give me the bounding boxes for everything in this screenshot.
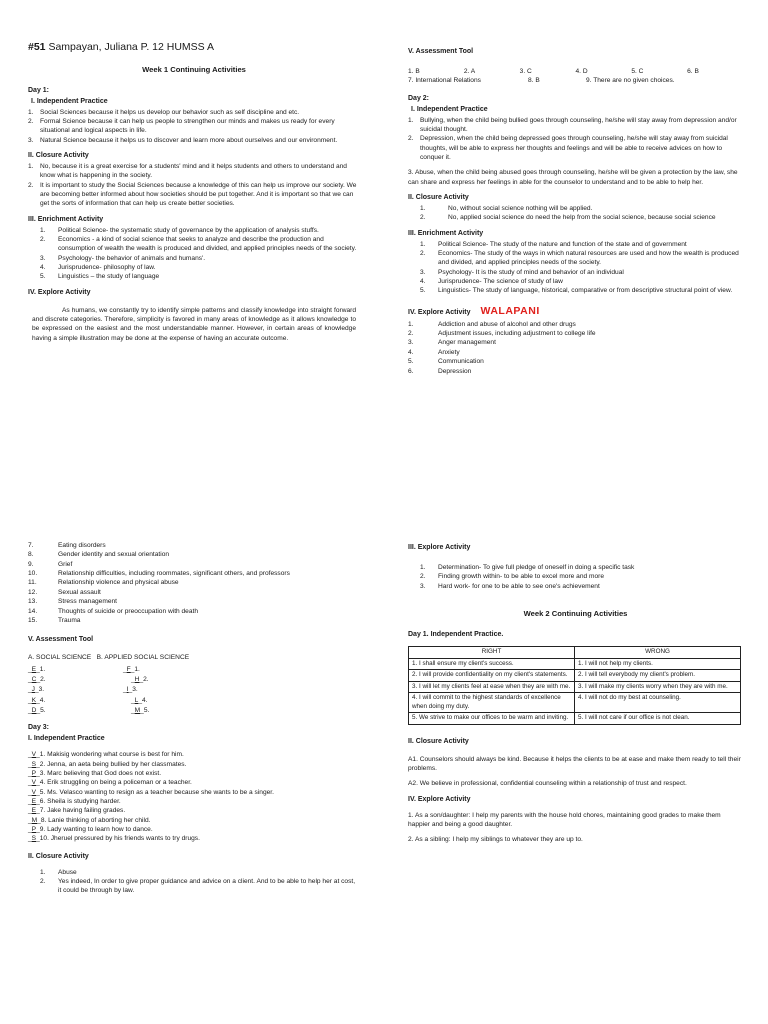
answer: 4. D — [575, 67, 588, 75]
list-item: 4. Jurisprudence- philosophy of law. — [40, 264, 156, 272]
answer-a3: _J_3. — [28, 686, 45, 694]
list-item: 2. Adjustment issues, including adjustment to college life — [408, 330, 596, 338]
day2-enrichment-heading: III. Enrichment Activity — [408, 229, 484, 237]
student-name: Sampayan, Juliana P. 12 HUMSS A — [48, 41, 215, 53]
list-item: 2. No, applied social science do need the help from the social science, because social science — [420, 214, 716, 222]
table-header-row — [409, 646, 741, 658]
list-item: 14. Thoughts of suicide or preoccupation with death — [28, 607, 199, 615]
list-item: _E_6. Sheila is studying harder. — [28, 798, 121, 805]
day2-independent-list — [408, 116, 743, 163]
table-row — [409, 658, 741, 670]
day3-independent-heading: I. Independent Practice — [28, 735, 105, 743]
list-item: 1. No, without social science nothing will be applied. — [420, 204, 593, 212]
day3-closure-list — [40, 868, 360, 896]
list-item: 2. It is important to study the Social Sciences because a knowledge of this can help us improve our society. We are becoming better informed about how societies should be put together. And it is important so that we can get the sorts of information that can help us create better societies. — [28, 181, 357, 208]
day2-explore-list — [408, 320, 743, 376]
answer-b1: _F_1. — [123, 665, 140, 673]
day1-independent-heading: I. Independent Practice — [31, 97, 108, 105]
week2-explore-heading: IV. Explore Activity — [408, 795, 471, 803]
week1-left-column — [28, 40, 360, 343]
day1-enrichment-heading: III. Enrichment Activity — [28, 215, 104, 223]
day2-independent-item-3: 3. Abuse, when the child being abused goes through counseling, he/she will be given a protection by the law, she can share and express her feelings in able for the counselor to understand and to be able to help her. — [408, 169, 738, 186]
assessment-answers — [28, 665, 360, 716]
list-item: 1. Social Sciences because it helps us develop our behavior such as self discipline and etc. — [28, 108, 300, 116]
table-row — [409, 670, 741, 682]
week2-closure-heading: II. Closure Activity — [408, 737, 469, 745]
list-item: _V_1. Makisig wondering what course is best for him. — [28, 751, 184, 759]
table-cell: 3. I will let my clients feel at ease when they are with me. — [409, 681, 575, 693]
table-cell: 2. I will tell everybody my client's problem. — [575, 670, 741, 682]
assessment-heading: V. Assessment Tool — [28, 636, 94, 644]
answer: 1. B — [408, 67, 420, 75]
week2-explore-2: 2. As a sibling: I help my siblings to whatever they are up to. — [408, 836, 583, 844]
table-row — [409, 713, 741, 725]
list-item: 13. Stress management — [28, 598, 118, 606]
day2-label: Day 2: — [408, 94, 430, 102]
list-item: 11. Relationship violence and physical abuse — [28, 579, 179, 587]
list-item: 1. Addiction and abuse of alcohol and other drugs — [408, 320, 576, 328]
table-row — [409, 681, 741, 693]
list-item: 3. Natural Science because it helps us to discover and learn more about ourselves and our environment. — [28, 136, 338, 144]
table-cell: 4. I will not do my best at counseling. — [575, 693, 741, 713]
list-item: 5. Linguistics – the study of language — [40, 273, 160, 281]
answer-a2: _C_2. — [28, 675, 46, 683]
student-number: #51 — [28, 41, 46, 53]
list-item: 12. Sexual assault — [28, 588, 101, 596]
day3-label: Day 3: — [28, 724, 50, 732]
week2-explore-1: 1. As a son/daughter: I help my parents with the house hold chores, maintaining good grades to make them happier and being a good daughter. — [408, 811, 721, 828]
answer: 8. B — [528, 77, 540, 85]
day1-closure-list — [28, 162, 360, 209]
list-item: 1. Determination- To give full pledge of oneself in doing a specific task — [420, 563, 635, 571]
list-item: 1. No, because it is a great exercise for a students' mind and it helps students and others to understand and know what is happening in the society. — [28, 162, 347, 180]
table-cell: 1. I shall ensure my client's success. — [409, 658, 575, 670]
day1-explore-text: As humans, we constantly try to identify simple patterns and classify knowledge into straight forward and discrete categories. Therefore, simplicity is favored in many areas of knowledge as it allows knowledge to be expressed on the easiest and the most understandable manner. However, in certain areas of knowledge having a simple illustration may be done at the expense of having an accurate outcome. — [32, 306, 356, 342]
answer: 3. C — [519, 67, 532, 75]
list-item: 4. Anxiety — [408, 348, 460, 356]
list-item: 2. Economics- The study of the ways in which natural resources are used and how the wealth is produced and divided, and applied principles needs of the society. — [420, 250, 739, 267]
day2-explore-heading: IV. Explore Activity WALAPANI — [408, 304, 540, 317]
list-item: 2. Formal Science because it can help us people to strengthen our minds and makes us ready for every situational and logical aspects in life. — [28, 117, 335, 135]
list-item: 3. Hard work- for one to be able to see one's achievement — [420, 582, 600, 590]
week1-right-column — [408, 47, 743, 380]
student-header — [28, 40, 360, 55]
list-item: _P_3. Marc believing that God does not exist. — [28, 769, 162, 777]
answer-b2: _H_2. — [131, 675, 149, 683]
list-item: 3. Psychology- It is the study of mind and behavior of an individual — [420, 268, 624, 276]
column-header-right: RIGHT — [409, 646, 575, 658]
assessment-row-1 — [408, 67, 743, 76]
list-item: 2. Economics - a kind of social science that seeks to analyze and describe the production and consumption of wealth the wealth is produced and divided, and applied principles needs of the society. — [40, 236, 357, 253]
list-item: 7. Eating disorders — [28, 542, 106, 549]
week2-day1-heading: Day 1. Independent Practice. — [408, 630, 504, 638]
explore-continued-list — [28, 541, 360, 625]
answer: 5. C — [631, 67, 644, 75]
answer-b4: _L_4. — [131, 696, 148, 704]
answer-a5: _D_5. — [28, 706, 46, 714]
table-cell: 1. I will not help my clients. — [575, 658, 741, 670]
day1-label: Day 1: — [28, 86, 50, 94]
list-item: 10. Relationship difficulties, including roommates, significant others, and professors — [28, 570, 290, 578]
day3-closure-heading: II. Closure Activity — [28, 852, 89, 860]
list-item: 1. Political Science- the systematic study of governance by the application of analysis stuffs. — [40, 226, 319, 234]
list-item: 2. Depression, when the child being depressed goes through counseling, he/she will stay away from suicidal thoughts, will be able to express her thoughts and feelings and will be able to receive advices on how to conquer it. — [408, 135, 728, 161]
answer: 2. A — [463, 67, 476, 75]
list-item: 4. Jurisprudence- The science of study of law — [420, 278, 563, 286]
table-cell: 5. We strive to make our offices to be warm and inviting. — [409, 713, 575, 725]
week2-closure-a2: A2. We believe in professional, confidential counseling within a relationship of trust and respect. — [408, 780, 687, 788]
list-item: 5. Linguistics- The study of language, historical, comparative or from descriptive structural point of view. — [420, 287, 733, 295]
right-wrong-table — [408, 646, 741, 725]
day2-enrichment-list — [420, 240, 743, 296]
list-item: 3. Psychology- the behavior of animals and humans'. — [40, 254, 206, 262]
assessment-legend: A. SOCIAL SCIENCE B. APPLIED SOCIAL SCIENCE — [28, 654, 190, 662]
table-row — [409, 693, 741, 713]
list-item: 2. Yes indeed, In order to give proper guidance and advice on a client. And to be able to help her at cost, it could be through by law. — [40, 878, 356, 895]
list-item: 8. Gender identity and sexual orientation — [28, 551, 170, 559]
list-item: _E_7. Jake having failing grades. — [28, 807, 126, 815]
answer: 9. There are no given choices. — [586, 77, 675, 85]
table-cell: 3. I will make my clients worry when they are with me. — [575, 681, 741, 693]
week2-closure-a1: A1. Counselors should always be kind. Because it helps the clients to be at ease and make them ready to tell their problems. — [408, 755, 741, 772]
answer: 7. International Relations — [408, 77, 481, 85]
list-item: 1. Abuse — [40, 868, 77, 876]
list-item: _V_5. Ms. Velasco wanting to resign as a teacher because she wants to be a singer. — [28, 788, 274, 796]
answer-b5: _M_5. — [131, 706, 150, 714]
day1-closure-heading: II. Closure Activity — [28, 152, 89, 159]
list-item: _P_9. Lady wanting to learn how to dance. — [28, 826, 153, 834]
answer-a4: _K_4. — [28, 696, 46, 704]
day2-independent-heading: I. Independent Practice — [411, 105, 488, 113]
day2-closure-heading: II. Closure Activity — [408, 194, 469, 202]
list-item: 1. Political Science- The study of the nature and function of the state and of government — [420, 240, 687, 248]
walapani-note: WALAPANI — [480, 304, 540, 317]
explore-heading: III. Explore Activity — [408, 544, 471, 551]
week2-title: Week 2 Continuing Activities — [523, 609, 628, 619]
assessment-top-heading: V. Assessment Tool — [408, 48, 474, 55]
list-item: 3. Anger management — [408, 339, 496, 347]
list-item: _M_8. Lanie thinking of aborting her child. — [28, 816, 151, 824]
answer-a1: _E_1. — [28, 665, 46, 673]
day3-independent-list — [28, 750, 360, 844]
explore-list — [420, 563, 743, 591]
table-cell: 5. I will not care if our office is not clean. — [575, 713, 741, 725]
page2-right-column — [408, 541, 743, 851]
list-item: 1. Bullying, when the child being bullied goes through counseling, he/she will stay away from depression and/or suicidal thought. — [408, 116, 737, 133]
answer: 6. B — [687, 67, 699, 75]
week1-title: Week 1 Continuing Activities — [142, 64, 246, 74]
list-item: 9. Grief — [28, 560, 73, 568]
table-cell: 2. I will provide confidentiality on my client's statements. — [409, 670, 575, 682]
list-item: 6. Depression — [408, 367, 472, 375]
answer-b3: _I_3. — [123, 686, 138, 694]
list-item: 15. Trauma — [28, 616, 81, 624]
assessment-row-2 — [408, 76, 743, 85]
page2-left-column — [28, 541, 360, 900]
day1-explore-heading: IV. Explore Activity — [28, 288, 91, 296]
table-cell: 4. I will commit to the highest standards of excellence when doing my duty. — [409, 693, 575, 713]
list-item: _S_10. Jheruel pressured by his friends wants to try drugs. — [28, 835, 200, 843]
list-item: _S_2. Jenna, an aeta being bullied by her classmates. — [28, 760, 187, 768]
day2-closure-list — [420, 204, 743, 223]
list-item: 5. Communication — [408, 358, 484, 366]
list-item: 2. Finding growth within- to be able to excel more and more — [420, 573, 605, 581]
day1-enrichment-list — [40, 226, 360, 282]
list-item: _V_4. Erik struggling on being a policeman or a teacher. — [28, 779, 192, 787]
day1-independent-list — [28, 108, 360, 145]
column-header-wrong: WRONG — [575, 646, 741, 658]
